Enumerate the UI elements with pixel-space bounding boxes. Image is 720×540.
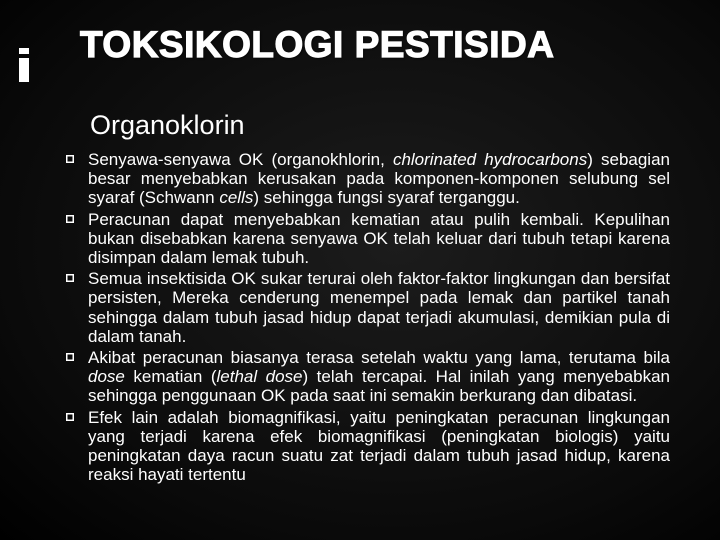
bullet-text: Peracunan dapat menyebabkan kematian atau pulih kembali. Kepulihan bukan disebabkan karena senyawa OK telah keluar dari tubuh tetapi karena disimpan dalam lemak tubuh. [88, 209, 670, 268]
accent-bar-top [19, 48, 29, 54]
bullet-item [66, 269, 670, 346]
bullet-text: Senyawa-senyawa OK (organokhlorin, [88, 150, 393, 169]
square-bullet-icon [66, 353, 74, 361]
bullet-text-italic: chlorinated hydrocarbons [392, 150, 588, 169]
bullet-item [66, 348, 670, 406]
bullet-text: ) telah tercapai. Hal inilah yang menyebabkan sehingga penggunaan OK pada saat ini semakin berkurang dan dibatasi. [88, 367, 671, 406]
square-bullet-icon [66, 413, 74, 421]
square-bullet-icon [66, 215, 74, 223]
bullet-text: ) sebagian besar menyebabkan kerusakan pada komponen-komponen selubung sel syaraf (Schwann [88, 150, 670, 208]
bullet-text-italic: lethal dose [216, 367, 303, 387]
square-bullet-icon [66, 274, 74, 282]
bullet-text: Semua insektisida OK sukar terurai oleh faktor-faktor lingkungan dan bersifat persisten, Mereka cenderung menempel pada lemak dan partikel tanah sehingga dalam tubuh jasad hidup dapat terjadi akumulasi, demikian pula di dalam tanah. [88, 269, 670, 346]
bullet-text-italic: dose [88, 367, 125, 387]
bullet-item [66, 210, 670, 268]
bullet-item [66, 408, 670, 485]
slide-subtitle: Organoklorin [90, 110, 245, 140]
bullet-text-italic: cells [219, 188, 254, 208]
bullet-text: kematian ( [124, 367, 217, 387]
bullet-list [66, 150, 670, 484]
page-title: TOKSIKOLOGI PESTISIDA [80, 24, 555, 65]
bullet-text: Efek lain adalah biomagnifikasi, yaitu peningkatan peracunan lingkungan yang terjadi karena efek biomagnifikasi (peningkatan biologis) yaitu peningkatan daya racun suatu zat terjadi dalam tubuh jasad hidup, karena reaksi hayati tertentu [88, 407, 670, 485]
bullet-text: ) sehingga fungsi syaraf terganggu. [253, 188, 520, 208]
bullet-item [66, 150, 670, 208]
accent-bar [19, 58, 29, 82]
square-bullet-icon [66, 155, 74, 163]
slide-content [66, 150, 670, 486]
bullet-text: Akibat peracunan biasanya terasa setelah waktu yang lama, terutama bila [88, 348, 670, 368]
